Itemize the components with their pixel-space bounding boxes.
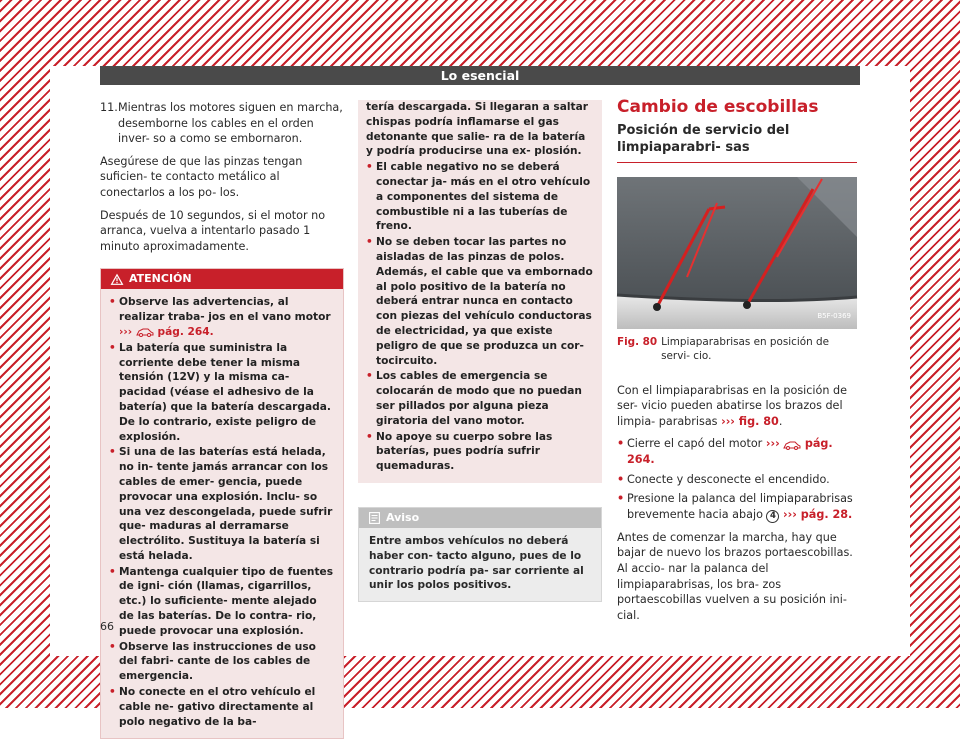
- paragraph: Antes de comenzar la marcha, hay que bajar de nuevo los brazos portaescobillas. Al accio- nar la palanca del limpiaparabrisas, los bra- zos portaescobillas vuelven a su posición ini- cial.: [617, 530, 853, 622]
- warning-item: • No se deben tocar las partes no aisladas de las pinzas de polos. Además, el cable que va embornado al polo positivo de la batería no deberá entrar nunca en contacto con piezas del vehículo conductoras de electricidad, ya que existe peligro de que se produzca un cor- tocircuito.: [366, 236, 593, 367]
- step-text: Mientras los motores siguen en marcha, desemborne los cables en el orden inver- so a como se embornaron.: [118, 101, 343, 146]
- car-hood-icon: [136, 326, 154, 337]
- warning-item: • Los cables de emergencia se colocarán de modo que no puedan ser pillados por alguna pieza giratoria del vano motor.: [366, 370, 582, 427]
- step-item: [100, 100, 344, 147]
- subsection-heading: Posición de servicio del limpiaparabri- sas: [617, 122, 857, 163]
- info-note-icon: [369, 512, 380, 524]
- figure-label: Fig. 80: [617, 335, 658, 348]
- figure-ref-link[interactable]: ››› fig. 80: [721, 414, 779, 428]
- wiper-illustration: [617, 177, 857, 329]
- notice-box: [358, 507, 602, 602]
- notice-text: Entre ambos vehículos no deberá haber con- tacto alguno, pues de lo contrario podría pa- sar corriente al unir los polos positivos.: [359, 528, 601, 601]
- instruction-item: • Conecte y desconecte el encendido.: [617, 472, 830, 486]
- figure-caption: [617, 335, 860, 363]
- wiper-figure: [617, 177, 857, 329]
- warning-title: ATENCIÓN: [129, 272, 192, 286]
- warning-item: • No apoye su cuerpo sobre las baterías, pues podría sufrir quemaduras.: [366, 430, 553, 473]
- notice-header: [359, 508, 601, 528]
- instruction-item: • Cierre el capó del motor ››› pág. 264.: [617, 437, 833, 466]
- column-middle: [358, 100, 602, 602]
- warning-item: • Si una de las baterías está helada, no in- tente jamás arrancar con los cables de emer- gencia, puede provocar una explosión. Inclu- so una vez descongelada, puede sufrir que- maduras al derramarse electrólito. Sustituya la batería si está helada.: [109, 446, 333, 562]
- paragraph: Después de 10 segundos, si el motor no arranca, vuelva a intentarlo pasado 1 minuto aproximadamente.: [100, 208, 326, 253]
- section-header: Lo esencial: [100, 66, 860, 85]
- warning-box: [100, 268, 344, 739]
- step-number: 11.: [100, 101, 118, 114]
- section-heading: Cambio de escobillas: [617, 97, 819, 117]
- warning-continued-text: tería descargada. Si llegaran a saltar chispas podría inflamarse el gas detonante que salie- ra de la batería y podría producirse una ex- plosión.: [366, 101, 588, 158]
- warning-item: • Mantenga cualquier tipo de fuentes de igni- ción (llamas, cigarrillos, etc.) lo suficiente- mente alejado de las baterías. De lo contra- rio, puede provocar una explosión.: [109, 565, 334, 637]
- warning-triangle-icon: [111, 274, 123, 285]
- warning-item: • La batería que suministra la corriente debe tener la misma tensión (12V) y la misma ca- pacidad (véase el adhesivo de la batería) que la batería descargada. De lo contrario, existe peligro de explosión.: [109, 341, 331, 443]
- page-ref-link[interactable]: ››› pág. 28.: [783, 507, 853, 521]
- page-number: 66: [100, 620, 114, 633]
- page-ref-link[interactable]: pág. 264.: [627, 437, 833, 466]
- paragraph: Asegúrese de que las pinzas tengan suficien- te contacto metálico al conectarlos a los po- los.: [100, 154, 303, 199]
- column-left: [100, 100, 344, 739]
- figure-caption-text: Limpiaparabrisas en posición de servi- cio.: [661, 335, 829, 362]
- notice-title: Aviso: [386, 510, 420, 524]
- warning-header: [101, 269, 343, 289]
- figure-code: B5F-0369: [817, 312, 851, 320]
- warning-body-continued: [358, 100, 602, 483]
- warning-item: • Observe las instrucciones de uso del fabri- cante de los cables de emergencia.: [109, 640, 316, 683]
- warning-item: • Observe las advertencias, al realizar traba- jos en el vano motor ››› pág. 264.: [109, 296, 331, 338]
- warning-body: [101, 289, 343, 738]
- control-number-badge: 4: [766, 510, 779, 523]
- warning-item: • No conecte en el otro vehículo el cable ne- gativo directamente al polo negativo de la ba-: [109, 686, 316, 728]
- instruction-item: • Presione la palanca del limpiaparabrisas brevemente hacia abajo 4 ››› pág. 28.: [617, 492, 853, 521]
- paragraph: Con el limpiaparabrisas en la posición de ser- vicio pueden abatirse los brazos del limpia- parabrisas ››› fig. 80.: [617, 383, 847, 428]
- warning-item: • El cable negativo no se deberá conectar ja- más en el otro vehículo a componentes del sistema de combustible ni a las tuberías de freno.: [366, 161, 591, 233]
- car-hood-icon: [783, 439, 801, 450]
- page-ref-link[interactable]: pág. 264.: [157, 325, 214, 338]
- column-right: [617, 97, 860, 630]
